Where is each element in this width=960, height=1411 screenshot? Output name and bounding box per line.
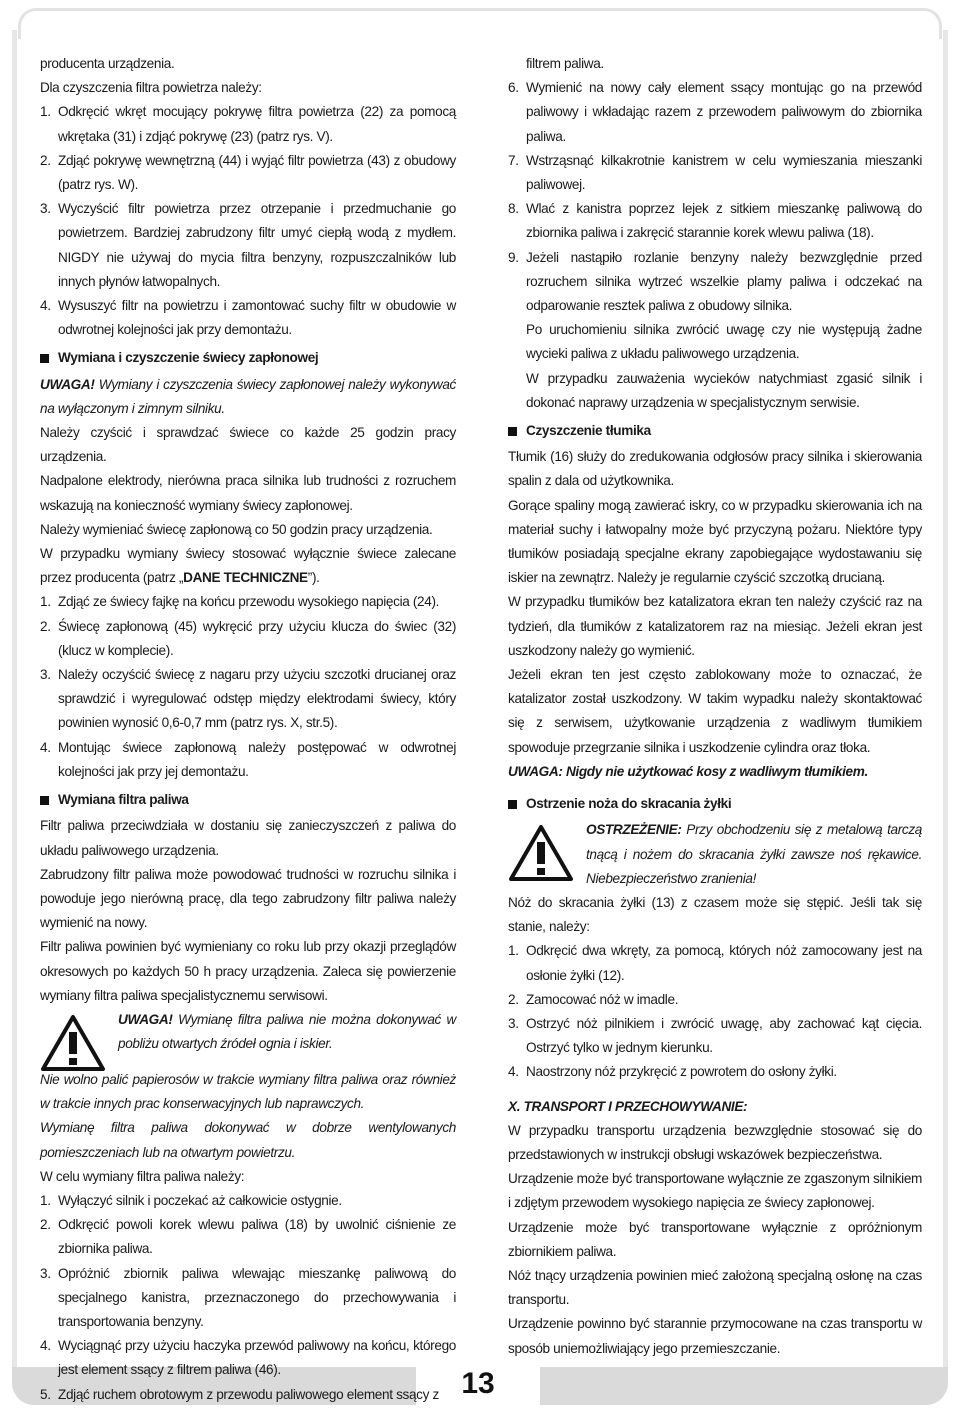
list-text: Zdjąć pokrywę wewnętrzną (44) i wyjąć filtr powietrza (43) z obudowy (patrz rys. W).	[58, 152, 456, 193]
list-number: 4.	[40, 739, 51, 755]
warning-triangle-icon	[508, 824, 574, 882]
list-item	[508, 939, 922, 987]
list-number: 4.	[40, 298, 51, 314]
list-text: Opróżnić zbiornik paliwa wlewając mieszankę paliwową do specjalnego kanistra, przeznaczonego do przechowywania i transportowania benzyny.	[58, 1265, 456, 1329]
list-text: Wyczyścić filtr powietrza przez otrzepanie i przedmuchanie go powietrzem. Bardziej zabrudzony filtr umyć ciepłą wodą z mydłem. NIGDY nie używaj do mycia filtra benzyny, rozpuszczalników lub innych płynów łatwopalnych.	[58, 201, 456, 289]
warning-label: UWAGA!	[40, 376, 95, 392]
list-item	[40, 149, 456, 197]
paragraph: Urządzenie może być transportowane wyłącznie z opróżnionym zbiornikiem paliwa.	[508, 1219, 922, 1259]
warning-box	[40, 1008, 456, 1068]
list-text: Odkręcić powoli korek wlewu paliwa (18) by uwolnić ciśnienie ze zbiornika paliwa.	[58, 1217, 456, 1257]
paragraph: Filtr paliwa powinien być wymieniany co roku lub przy okazji przeglądów okresowych po każdych 50 h pracy urządzenia. Zaleca się powierzenie wymiany filtra paliwa specjalistycznemu serwisowi.	[40, 939, 456, 1003]
list-item	[508, 988, 922, 1012]
heading-text: Ostrzenie noża do skracania żyłki	[526, 796, 732, 812]
page-frame-right	[943, 30, 948, 1371]
paragraph: Nóż do skracania żyłki (13) z czasem może się stępić. Jeśli tak się stanie, należy:	[508, 894, 922, 935]
bullet-square-icon	[40, 796, 49, 805]
page-frame-top	[18, 8, 942, 39]
paragraph: W celu wymiany filtra paliwa należy:	[40, 1168, 245, 1184]
list-number: 2.	[40, 618, 51, 634]
list-item	[508, 197, 922, 245]
list-number: 3.	[40, 1265, 51, 1281]
warning-text	[586, 818, 922, 891]
list-number: 3.	[40, 201, 51, 217]
paragraph: Jeżeli ekran ten jest często zablokowany może to oznaczać, że katalizator został uszkodzony. W takim wypadku należy skontaktować się z serwisem, użytkowanie urządzenia z wadliwym tłumikiem spowoduje przegrzanie silnika i uszkodzenie cylindra oraz tłoka.	[508, 667, 922, 755]
list-text: Odkręcić wkręt mocujący pokrywę filtra powietrza (22) za pomocą wkrętaka (31) i zdjąć pokrywę (23) (patrz rys. V).	[58, 104, 456, 144]
list-number: 4.	[40, 1338, 51, 1354]
list-number: 5.	[40, 1386, 51, 1402]
warning-body: Wymiany i czyszczenia świecy zapłonowej należy wykonywać na wyłączonym i zimnym silniku.	[40, 376, 456, 416]
paragraph: filtrem paliwa.	[526, 56, 604, 71]
paragraph: Po uruchomieniu silnika zwrócić uwagę czy nie występują żadne wycieki paliwa z układu paliwowego urządzenia.	[526, 322, 922, 362]
list-text: Wyłączyć silnik i poczekać aż całkowicie ostygnie.	[58, 1192, 342, 1208]
list-number: 3.	[40, 667, 51, 683]
warning-body: Przy obchodzeniu się z metalową tarczą tnącą i nożem do skracania żyłki zawsze noś rękawice. Niebezpieczeństwo zranienia!	[586, 822, 922, 886]
warning-label: OSTRZEŻENIE:	[586, 822, 682, 838]
list-item	[40, 1383, 456, 1407]
list-text: Naostrzony nóż przykręcić z powrotem do osłony żyłki.	[526, 1064, 837, 1080]
list-item	[508, 1012, 922, 1060]
warning-text	[40, 373, 456, 421]
paragraph: W przypadku zauważenia wycieków natychmiast zgasić silnik i dokonać naprawy urządzenia w specjalistycznym serwisie.	[526, 370, 922, 410]
list-text: Jeżeli nastąpiło rozlanie benzyny należy bezwzględnie przed rozruchem silnika wytrzeć wszelkie plamy paliwa i odczekać na odparowanie resztek paliwa z obudowy silnika.	[526, 249, 922, 314]
warning-triangle-icon	[40, 1014, 106, 1072]
paragraph: Należy czyścić i sprawdzać świece co każde 25 godzin pracy urządzenia.	[40, 425, 456, 465]
list-item	[40, 100, 456, 148]
list-item	[40, 294, 456, 342]
page-frame-left	[12, 30, 17, 1371]
list-item	[40, 197, 456, 294]
paragraph: producenta urządzenia.	[40, 56, 175, 71]
warning-text: Wymianę filtra paliwa dokonywać w dobrze wentylowanych pomieszczeniach lub na otwartym powietrzu.	[40, 1120, 456, 1160]
list-number: 7.	[508, 152, 519, 168]
list-text: Świecę zapłonową (45) wykręcić przy użyciu klucza do świec (32) (klucz w komplecie).	[58, 618, 456, 658]
text-run: W przypadku wymiany świecy stosować wyłącznie świece zalecane przez producenta (patrz „	[40, 546, 456, 586]
list-item	[40, 1334, 456, 1382]
warning-text: Nie wolno palić papierosów w trakcie wymiany filtra paliwa oraz również w trakcie innych prac konserwacyjnych lub naprawczych.	[40, 1071, 456, 1112]
list-number: 3.	[508, 1015, 519, 1031]
list-number: 1.	[40, 1192, 51, 1208]
list-number: 2.	[40, 1217, 51, 1233]
list-text: Ostrzyć nóż pilnikiem i zwrócić uwagę, aby zachować kąt cięcia. Ostrzyć tylko w jednym kierunku.	[526, 1015, 922, 1056]
page-number: 13	[461, 1367, 495, 1400]
section-heading	[508, 792, 922, 816]
text-run-bold: DANE TECHNICZNE	[183, 570, 308, 586]
paragraph: Nóż tnący urządzenia powinien mieć założoną specjalną osłonę na czas transportu.	[508, 1267, 922, 1308]
list-item	[508, 246, 922, 319]
list-item	[508, 76, 922, 149]
left-column	[40, 52, 456, 1407]
list-number: 8.	[508, 201, 519, 217]
list-number: 1.	[40, 104, 51, 120]
text-run: ”).	[307, 570, 320, 586]
list-number: 6.	[508, 80, 519, 96]
list-text: Należy oczyścić świecę z nagaru przy użyciu szczotki drucianej oraz sprawdzić i wyregulować odstęp między elektrodami świecy, który powinien wynosić 0,6-0,7 mm (patrz rys. X, str.5).	[58, 667, 456, 731]
list-item	[508, 1060, 922, 1084]
chapter-heading: X. TRANSPORT I PRZECHOWYWANIE:	[508, 1098, 748, 1114]
paragraph	[40, 542, 456, 590]
list-text: Zdjąć ze świecy fajkę na końcu przewodu wysokiego napięcia (24).	[58, 594, 440, 610]
paragraph: Filtr paliwa przeciwdziała w dostaniu się zanieczyszczeń z paliwa do układu paliwowego urządzenia.	[40, 818, 456, 858]
list-text: Wstrząsnąć kilkakrotnie kanistrem w celu wymieszania mieszanki paliwowej.	[526, 152, 922, 193]
list-item	[40, 736, 456, 784]
list-text: Wyciągnąć przy użyciu haczyka przewód paliwowy na końcu, którego jest element ssący z filtrem paliwa (46).	[58, 1338, 456, 1378]
paragraph: Tłumik (16) służy do zredukowania odgłosów pracy silnika i skierowania spalin z dala od użytkownika.	[508, 449, 922, 489]
list-text: Wysuszyć filtr na powietrzu i zamontować suchy filtr w obudowie w odwrotnej kolejności jak przy demontażu.	[58, 298, 456, 338]
list-number: 1.	[40, 594, 51, 610]
list-item	[508, 149, 922, 197]
list-text: Odkręcić dwa wkręty, za pomocą, których nóż zamocowany jest na osłonie żyłki (12).	[526, 943, 922, 983]
list-number: 1.	[508, 943, 519, 959]
paragraph: W przypadku transportu urządzenia bezwzględnie stosować się do przedstawionych w instrukcji obsługi wskazówek bezpieczeństwa.	[508, 1122, 922, 1162]
list-number: 2.	[40, 152, 51, 168]
heading-text: Czyszczenie tłumika	[526, 423, 651, 439]
bullet-square-icon	[40, 354, 49, 363]
paragraph: Urządzenie może być transportowane wyłącznie ze zgaszonym silnikiem i zdjętym przewodem wysokiego napięcia ze świecy zapłonowej.	[508, 1171, 922, 1211]
heading-text: Wymiana i czyszczenie świecy zapłonowej	[58, 350, 319, 366]
right-column	[508, 52, 922, 1361]
list-number: 2.	[508, 991, 519, 1007]
list-text: Wlać z kanistra poprzez lejek z sitkiem mieszankę paliwową do zbiornika paliwa i zakręcić starannie korek wlewu paliwa (18).	[526, 201, 922, 241]
list-text: Wymienić na nowy cały element ssący montując go na przewód paliwowy i wkładając razem z przewodem paliwowym do zbiornika paliwa.	[526, 80, 922, 144]
paragraph: Gorące spaliny mogą zawierać iskry, co w przypadku skierowania ich na materiał suchy i łatwopalny może być przyczyną pożaru. Niektóre typy tłumików posiadają specjalne ekrany zapobiegające wydostawaniu się iskier na zewnątrz. Należy je regularnie czyścić szczotką drucianą.	[508, 497, 922, 586]
list-text: Zdjąć ruchem obrotowym z przewodu paliwowego element ssący z	[58, 1386, 439, 1402]
list-item	[40, 663, 456, 736]
warning-text	[118, 1008, 456, 1056]
warning-box	[508, 818, 922, 891]
list-text: Zamocować nóż w imadle.	[526, 991, 679, 1007]
list-number: 4.	[508, 1064, 519, 1080]
paragraph: W przypadku tłumików bez katalizatora ekran ten należy czyścić raz na tydzień, dla tłumików z katalizatorem raz na miesiąc. Jeżeli ekran jest uszkodzony należy go wymienić.	[508, 594, 922, 658]
paragraph: Nadpalone elektrody, nierówna praca silnika lub trudności z rozruchem wskazują na konieczność wymiany świecy zapłonowej.	[40, 473, 456, 513]
footer-band-right	[530, 1367, 948, 1405]
section-heading	[40, 346, 456, 370]
section-heading	[40, 788, 456, 812]
paragraph: Zabrudzony filtr paliwa może powodować trudności w rozruchu silnika i powoduje jego nierówną pracę, dla tego zabrudzony filtr paliwa należy wymienić na nowy.	[40, 866, 456, 931]
paragraph: Urządzenie powinno być starannie przymocowane na czas transportu w sposób uniemożliwiający jego przemieszczanie.	[508, 1316, 922, 1356]
bullet-square-icon	[508, 800, 517, 809]
paragraph: Należy wymieniać świecę zapłonową co 50 godzin pracy urządzenia.	[40, 521, 433, 537]
list-text: Montując świece zapłonową należy postępować w odwrotnej kolejności jak przy jej demontażu.	[58, 739, 456, 779]
heading-text: Wymiana filtra paliwa	[58, 792, 189, 808]
paragraph: Dla czyszczenia filtra powietrza należy:	[40, 80, 262, 96]
list-item	[40, 1262, 456, 1335]
list-item	[40, 615, 456, 663]
list-item	[40, 1213, 456, 1261]
warning-statement: UWAGA: Nigdy nie użytkować kosy z wadliwym tłumikiem.	[508, 763, 868, 779]
bullet-square-icon	[508, 427, 517, 436]
list-item	[40, 1189, 456, 1213]
warning-body: Wymianę filtra paliwa nie można dokonywać w pobliżu otwartych źródeł ognia i iskier.	[118, 1011, 456, 1052]
warning-label: UWAGA!	[118, 1011, 173, 1027]
list-item	[40, 590, 456, 614]
list-number: 9.	[508, 249, 519, 265]
section-heading	[508, 419, 922, 443]
